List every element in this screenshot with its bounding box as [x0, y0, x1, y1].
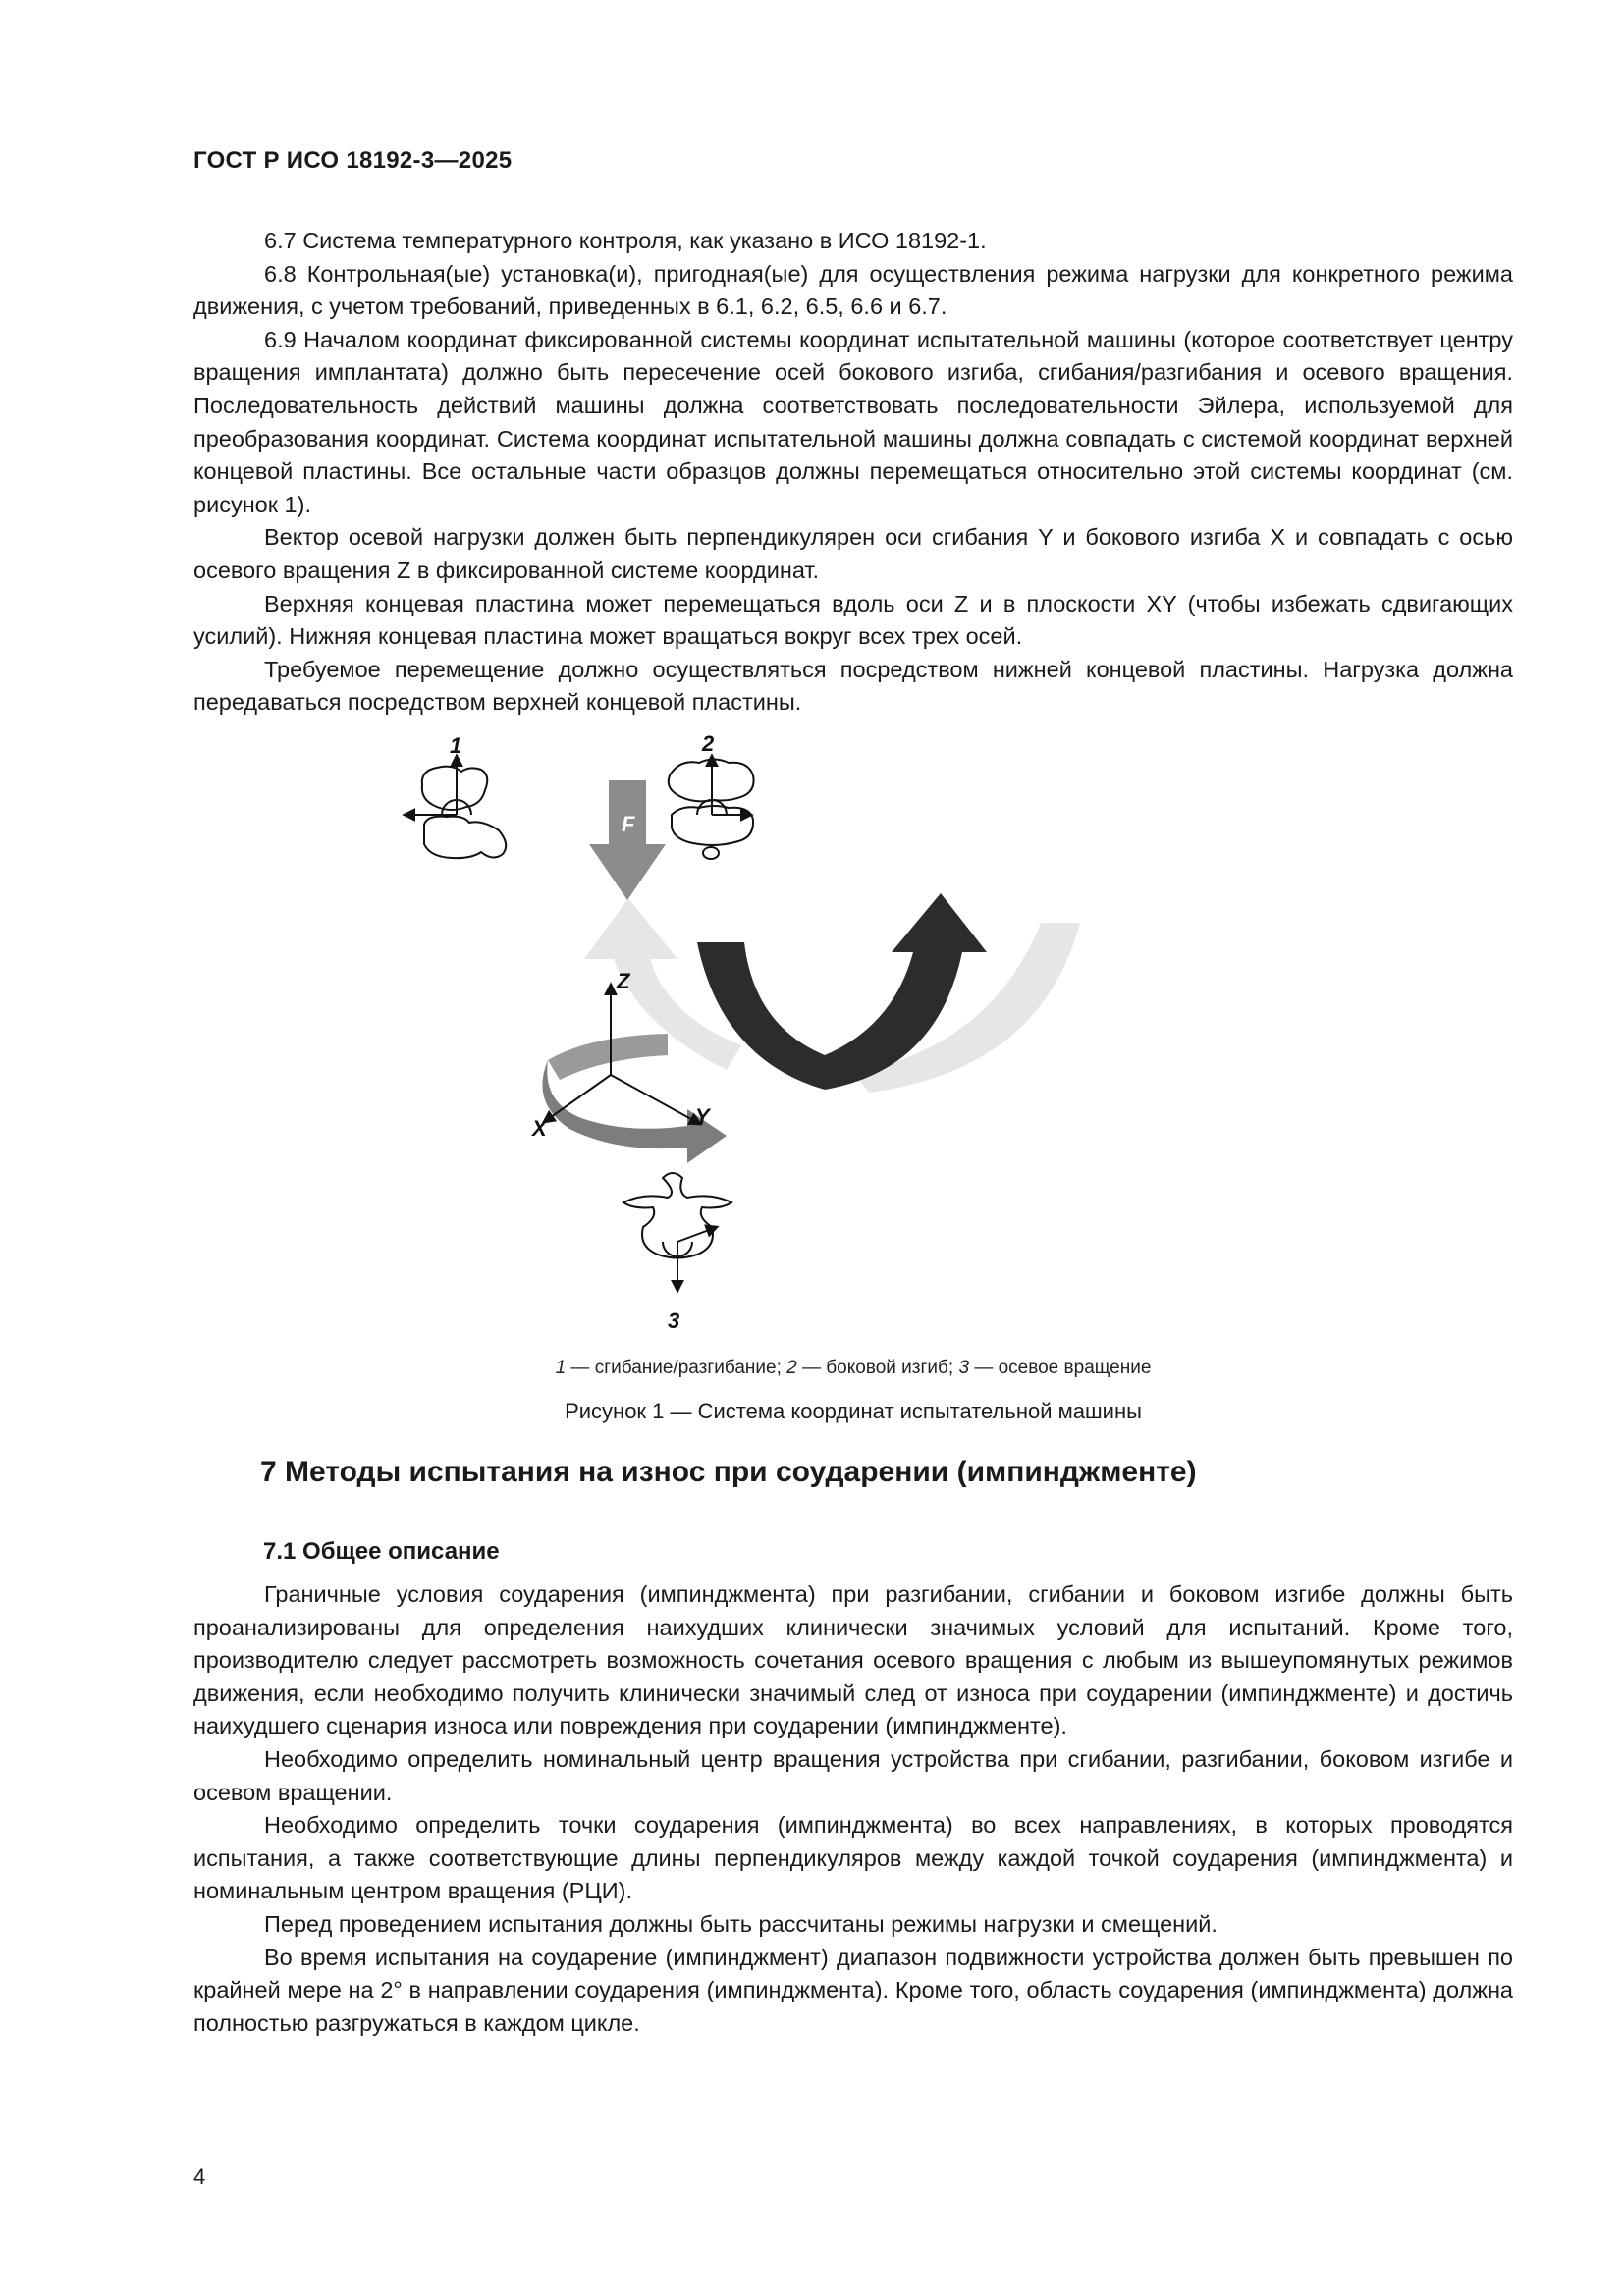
- legend-2-num: 2: [786, 1358, 797, 1378]
- document-header: ГОСТ Р ИСО 18192-3—2025: [193, 147, 513, 174]
- axial-rotation-ring-back: [548, 1034, 668, 1080]
- vertebra-1-icon: [422, 767, 506, 858]
- force-arrow: [589, 780, 666, 900]
- section-7-text: [193, 1578, 1513, 2040]
- figure-1: [450, 731, 1159, 1335]
- legend-1-num: 1: [555, 1358, 567, 1378]
- label-3: 3: [668, 1308, 680, 1333]
- paragraph-6-8: 6.8 Контрольная(ые) установка(и), пригодная(ые) для осуществления режима нагрузки для конкретного режима движения, с учетом требований, приведенных в 6.1, 6.2, 6.5, 6.6 и 6.7.: [193, 260, 1513, 320]
- axis-x-label: X: [532, 1116, 547, 1141]
- paragraph-7-1-d: Перед проведением испытания должны быть рассчитаны режимы нагрузки и смещений.: [264, 1910, 1218, 1937]
- legend-3-num: 3: [958, 1358, 970, 1378]
- paragraph-lower-plate: Требуемое перемещение должно осуществляться посредством нижней концевой пластины. Нагрузка должна передаваться посредством верхней концевой пластины.: [193, 656, 1513, 716]
- paragraph-6-7: 6.7 Система температурного контроля, как указано в ИСО 18192-1.: [264, 228, 987, 253]
- paragraph-7-1-c: Необходимо определить точки соударения (импинджмента) во всех направлениях, в которых проводятся испытания, а также соответствующие длины перпендикуляров между каждой точкой соударения (импинджмента) и номинальным центром вращения (РЦИ).: [193, 1812, 1513, 1904]
- page-number: 4: [193, 2164, 206, 2189]
- paragraph-7-1-e: Во время испытания на соударение (импинджмент) диапазон подвижности устройства должен быть превышен по крайней мере на 2° в направлении соударения (импинджмента). Кроме того, область соударения (импинджмента) должна полностью разгружаться в каждом цикле.: [193, 1944, 1513, 2036]
- subsection-7-1-heading: 7.1 Общее описание: [263, 1538, 500, 1565]
- label-1: 1: [450, 733, 462, 758]
- paragraph-7-1-b: Необходимо определить номинальный центр вращения устройства при сгибании, разгибании, боковом изгибе и осевом вращении.: [193, 1745, 1513, 1805]
- paragraph-upper-plate: Верхняя концевая пластина может перемещаться вдоль оси Z и в плоскости XY (чтобы избежать сдвигающих усилий). Нижняя концевая пластина может вращаться вокруг всех трех осей.: [193, 590, 1513, 650]
- paragraph-6-9: 6.9 Началом координат фиксированной системы координат испытательной машины (которое соответствует центру вращения имплантата) должно быть пересечение осей бокового изгиба, сгибания/разгибания и осевого вращения. Последовательность действий машины должна соответствовать последовательности Эйлера, используемой для преобразования координат. Система координат испытательной машины должна совпадать с системой координат верхней концевой пластины. Все остальные части образцов должны перемещаться относительно этой системы координат (см. рисунок 1).: [193, 326, 1513, 517]
- label-2: 2: [702, 731, 715, 756]
- legend-3-text: — осевое вращение: [969, 1358, 1152, 1378]
- paragraph-axial-load: Вектор осевой нагрузки должен быть перпендикулярен оси сгибания Y и бокового изгиба X и совпадать с осью осевого вращения Z в фиксированной системе координат.: [193, 524, 1513, 583]
- figure-1-diagram: [450, 731, 1159, 1335]
- clause-6-text: [193, 225, 1513, 720]
- axis-z-label: Z: [617, 969, 630, 993]
- figure-1-legend: [193, 1358, 1513, 1379]
- legend-2-text: — боковой изгиб;: [796, 1358, 959, 1378]
- force-label: F: [622, 812, 635, 836]
- section-7-heading: 7 Методы испытания на износ при соударении (импинджменте): [260, 1456, 1197, 1488]
- legend-1-text: — сгибание/разгибание;: [566, 1358, 787, 1378]
- figure-1-title: Рисунок 1 — Система координат испытательной машины: [565, 1399, 1142, 1423]
- axis-y-label: Y: [695, 1104, 710, 1129]
- paragraph-7-1-a: Граничные условия соударения (импинджмента) при разгибании, сгибании и боковом изгибе должны быть проанализированы для определения наихудших клинически значимых условий для испытаний. Кроме того, производителю следует рассмотреть возможность сочетания осевого вращения с любым из вышеупомянутых режимов движения, если необходимо получить клинически значимый след от износа при соударении (импинджменте) и достичь наихудшего сценария износа или повреждения при соударении (импинджменте).: [193, 1581, 1513, 1739]
